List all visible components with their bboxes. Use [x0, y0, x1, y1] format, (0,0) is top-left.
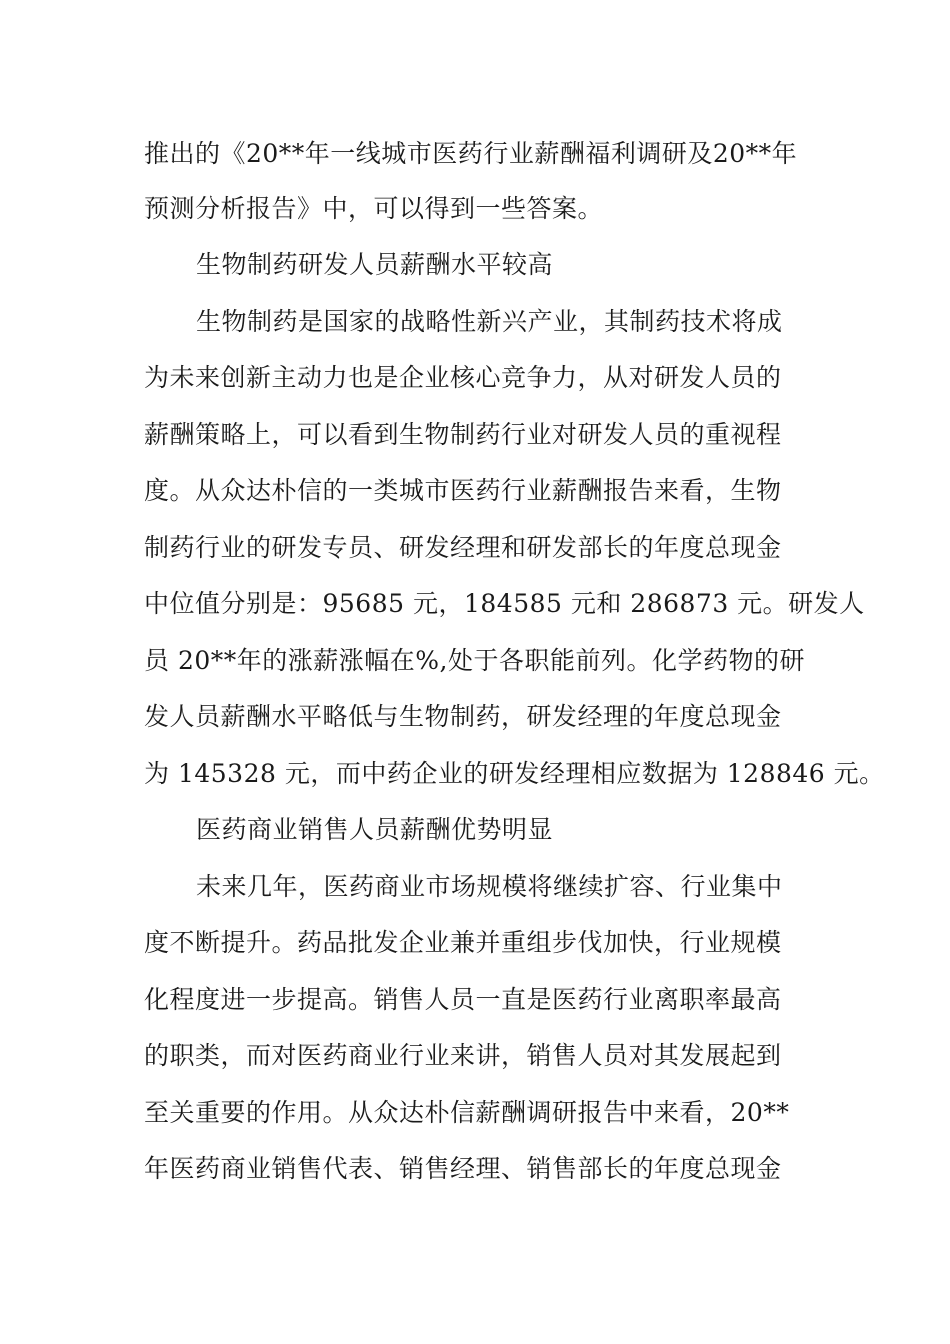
paragraph-line: 生物制药是国家的战略性新兴产业，其制药技术将成: [196, 307, 783, 336]
paragraph-line: 未来几年，医药商业市场规模将继续扩容、行业集中: [196, 872, 783, 901]
paragraph-line: 员 20**年的涨薪涨幅在%,处于各职能前列。化学药物的研: [144, 646, 805, 675]
paragraph-line: 推出的《20**年一线城市医药行业薪酬福利调研及20**年: [144, 139, 798, 168]
paragraph-line: 的职类，而对医药商业行业来讲，销售人员对其发展起到: [144, 1041, 782, 1070]
paragraph-line: 化程度进一步提高。销售人员一直是医药行业离职率最高: [144, 985, 782, 1014]
paragraph-line: 为 145328 元，而中药企业的研发经理相应数据为 128846 元。: [144, 759, 885, 788]
paragraph-line: 为未来创新主动力也是企业核心竞争力，从对研发人员的: [144, 363, 782, 392]
paragraph-line: 度。从众达朴信的一类城市医药行业薪酬报告来看，生物: [144, 476, 782, 505]
paragraph-line: 年医药商业销售代表、销售经理、销售部长的年度总现金: [144, 1154, 782, 1183]
paragraph-line: 度不断提升。药品批发企业兼并重组步伐加快，行业规模: [144, 928, 782, 957]
paragraph-line: 制药行业的研发专员、研发经理和研发部长的年度总现金: [144, 533, 782, 562]
section-heading: 医药商业销售人员薪酬优势明显: [196, 815, 554, 844]
paragraph-line: 中位值分别是：95685 元，184585 元和 286873 元。研发人: [144, 589, 865, 618]
section-heading: 生物制药研发人员薪酬水平较高: [196, 250, 554, 279]
paragraph-line: 预测分析报告》中，可以得到一些答案。: [144, 194, 604, 223]
paragraph-line: 发人员薪酬水平略低与生物制药，研发经理的年度总现金: [144, 702, 782, 731]
paragraph-line: 薪酬策略上，可以看到生物制药行业对研发人员的重视程: [144, 420, 782, 449]
paragraph-line: 至关重要的作用。从众达朴信薪酬调研报告中来看，20**: [144, 1098, 790, 1127]
